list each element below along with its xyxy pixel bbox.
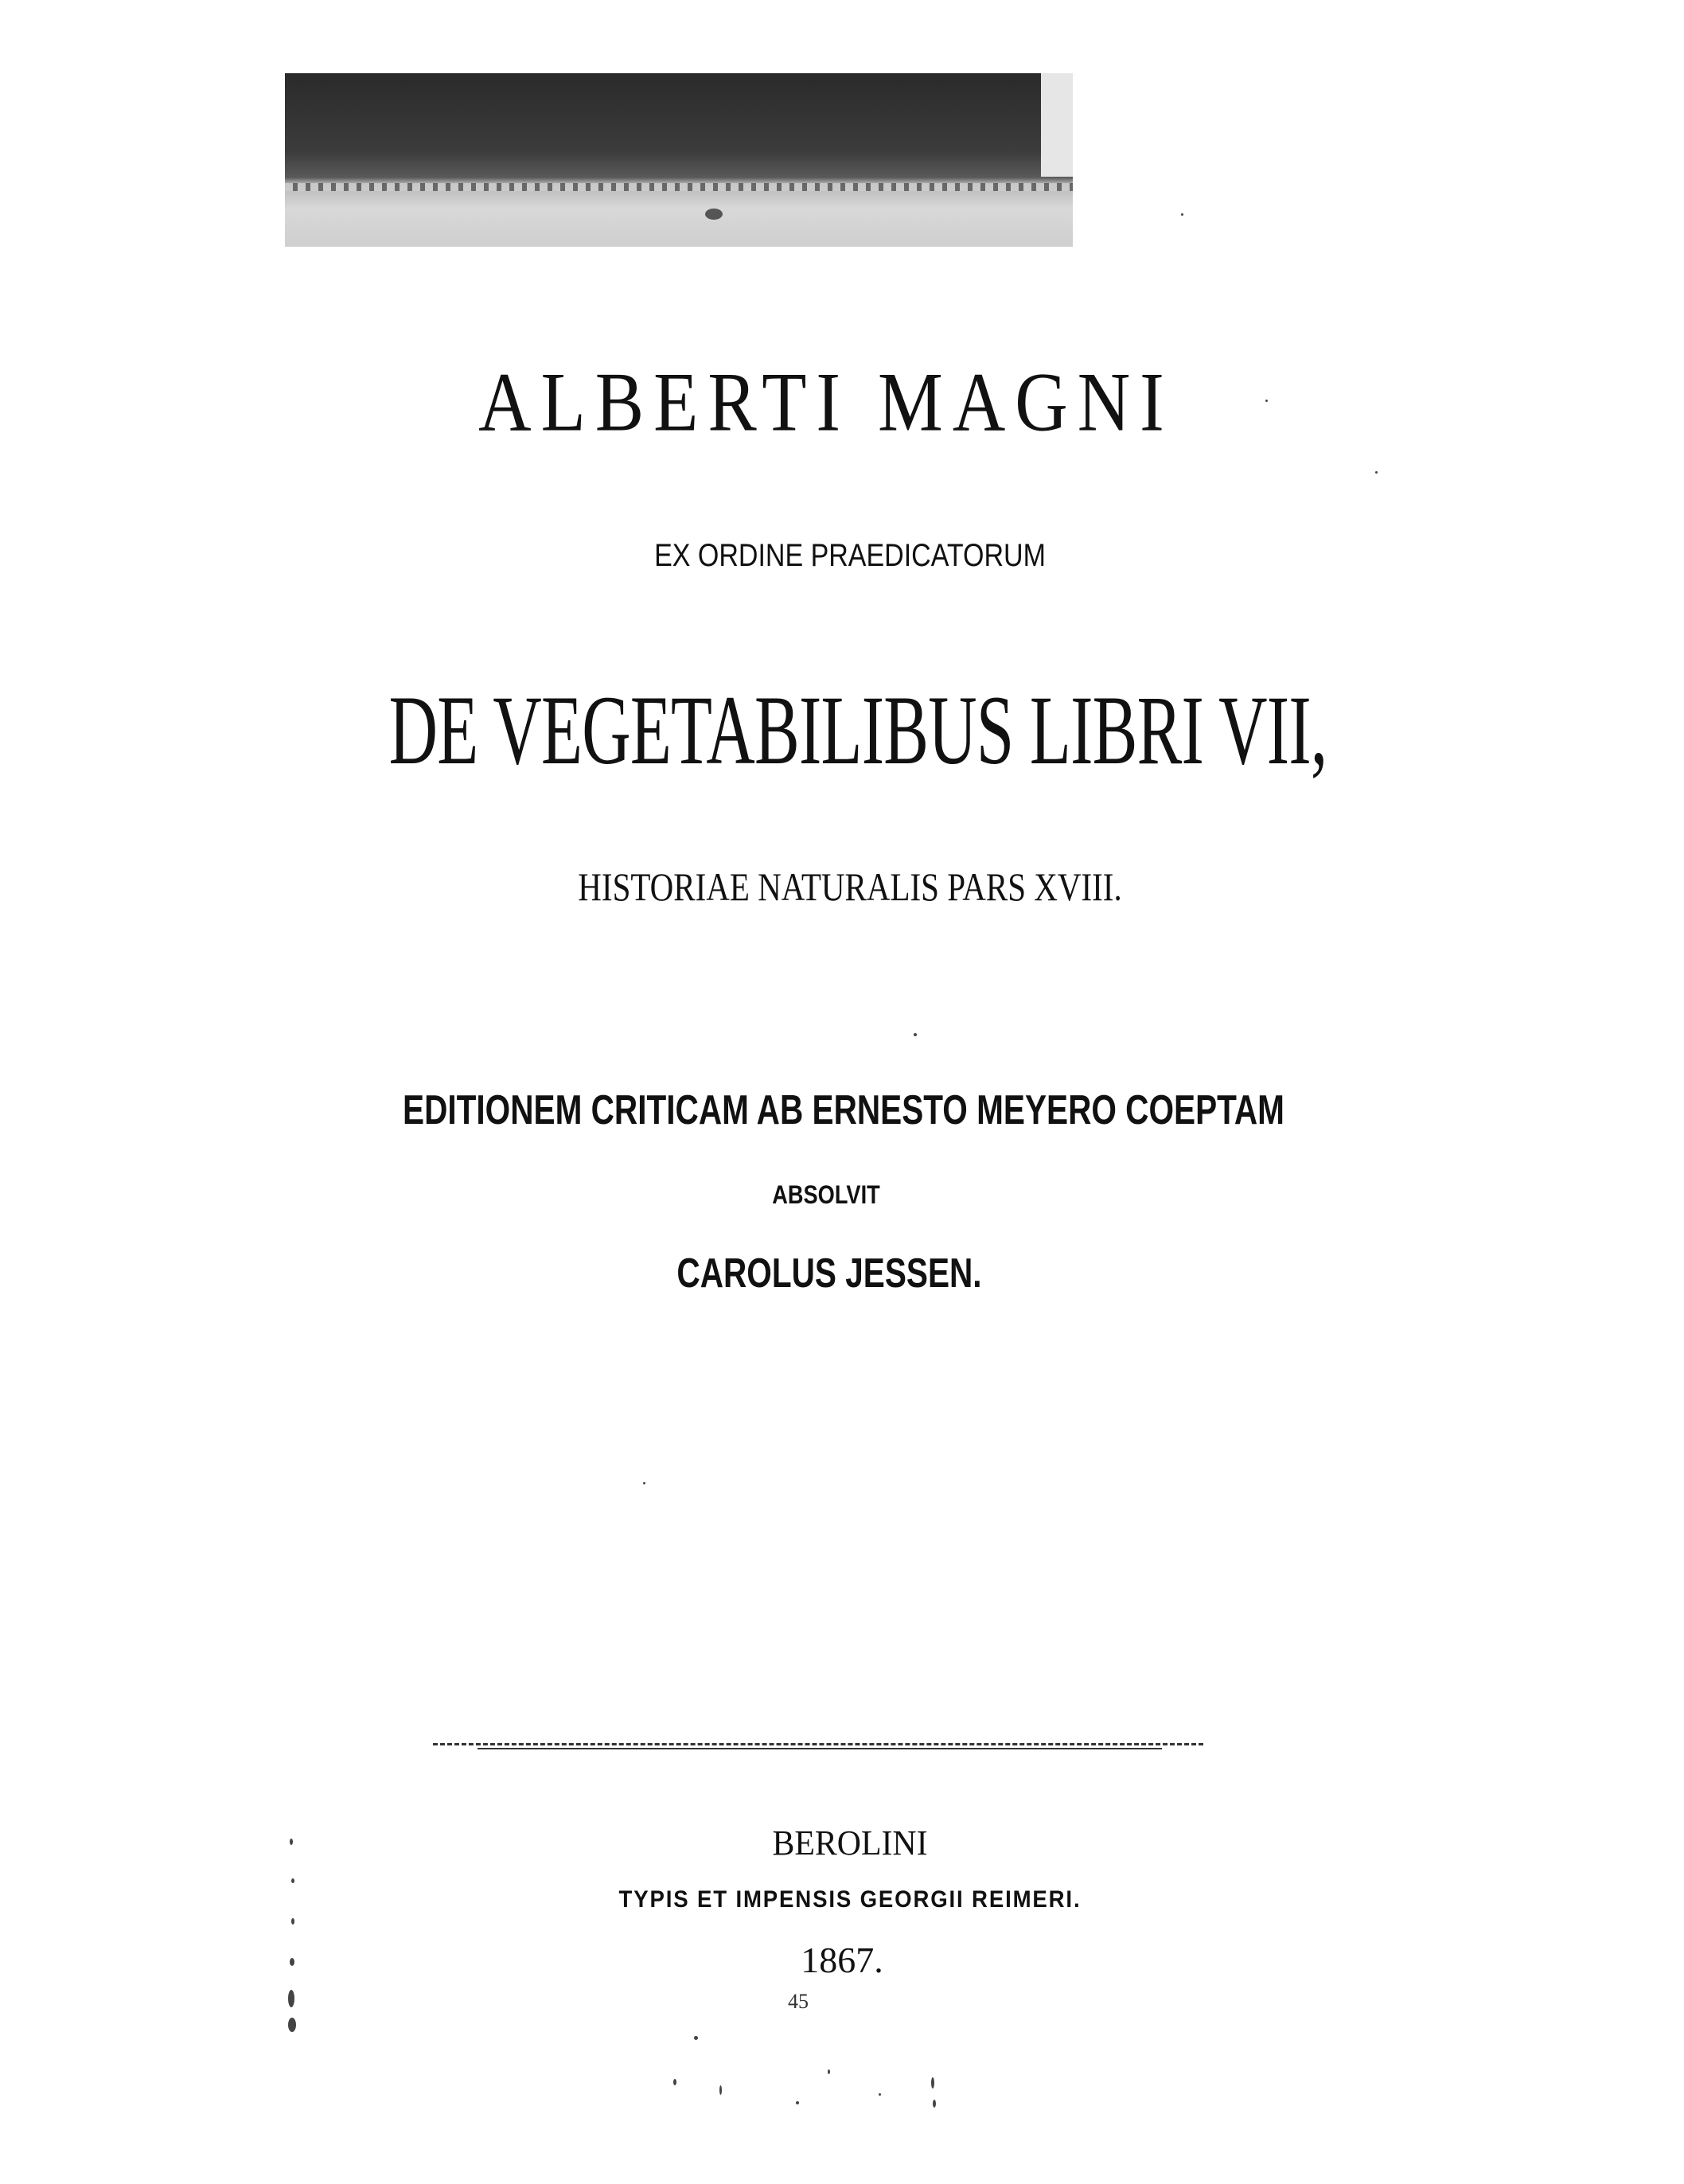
scan-speck <box>914 1033 917 1036</box>
scan-speck <box>931 2077 934 2088</box>
scan-speck <box>291 1918 294 1925</box>
scan-band <box>1041 73 1073 177</box>
scan-speck <box>694 2036 698 2040</box>
editor-name: CAROLUS JESSEN. <box>676 1250 982 1297</box>
divider-rule <box>433 1743 1203 1745</box>
publication-place: BEROLINI <box>772 1823 928 1862</box>
author-name: ALBERTI MAGNI <box>478 355 1174 449</box>
divider-rule-solid <box>478 1748 1162 1749</box>
scan-speck <box>288 1990 294 2007</box>
scan-speck <box>290 1958 294 1966</box>
scan-speck <box>828 2069 830 2074</box>
religious-order: EX ORDINE PRAEDICATORUM <box>654 538 1046 573</box>
absolvit-label: ABSOLVIT <box>772 1180 880 1209</box>
scan-speck <box>719 2085 722 2095</box>
publication-year: 1867. <box>801 1940 883 1980</box>
scan-spot <box>705 209 723 220</box>
scan-speck <box>291 1878 294 1883</box>
scan-speck <box>933 2100 936 2108</box>
handwritten-note: 45 <box>788 1990 809 2013</box>
book-subtitle: HISTORIAE NATURALIS PARS XVIII. <box>578 864 1122 909</box>
scan-edge <box>285 183 1073 191</box>
scan-speck <box>1375 471 1378 474</box>
scan-speck <box>288 2018 296 2032</box>
scan-speck <box>1265 400 1268 402</box>
printer-statement: TYPIS ET IMPENSIS GEORGII REIMERI. <box>618 1886 1082 1913</box>
scan-artifact-strip <box>285 73 1073 247</box>
scan-speck <box>879 2093 881 2096</box>
scan-speck <box>1181 213 1183 216</box>
scan-speck <box>796 2101 799 2104</box>
book-title: DE VEGETABILIBUS LIBRI VII, <box>388 675 1327 786</box>
scan-speck <box>290 1839 293 1845</box>
scan-speck <box>643 1482 645 1484</box>
scan-speck <box>673 2079 676 2085</box>
edition-statement: EDITIONEM CRITICAM AB ERNESTO MEYERO COEPTAM <box>403 1087 1284 1133</box>
